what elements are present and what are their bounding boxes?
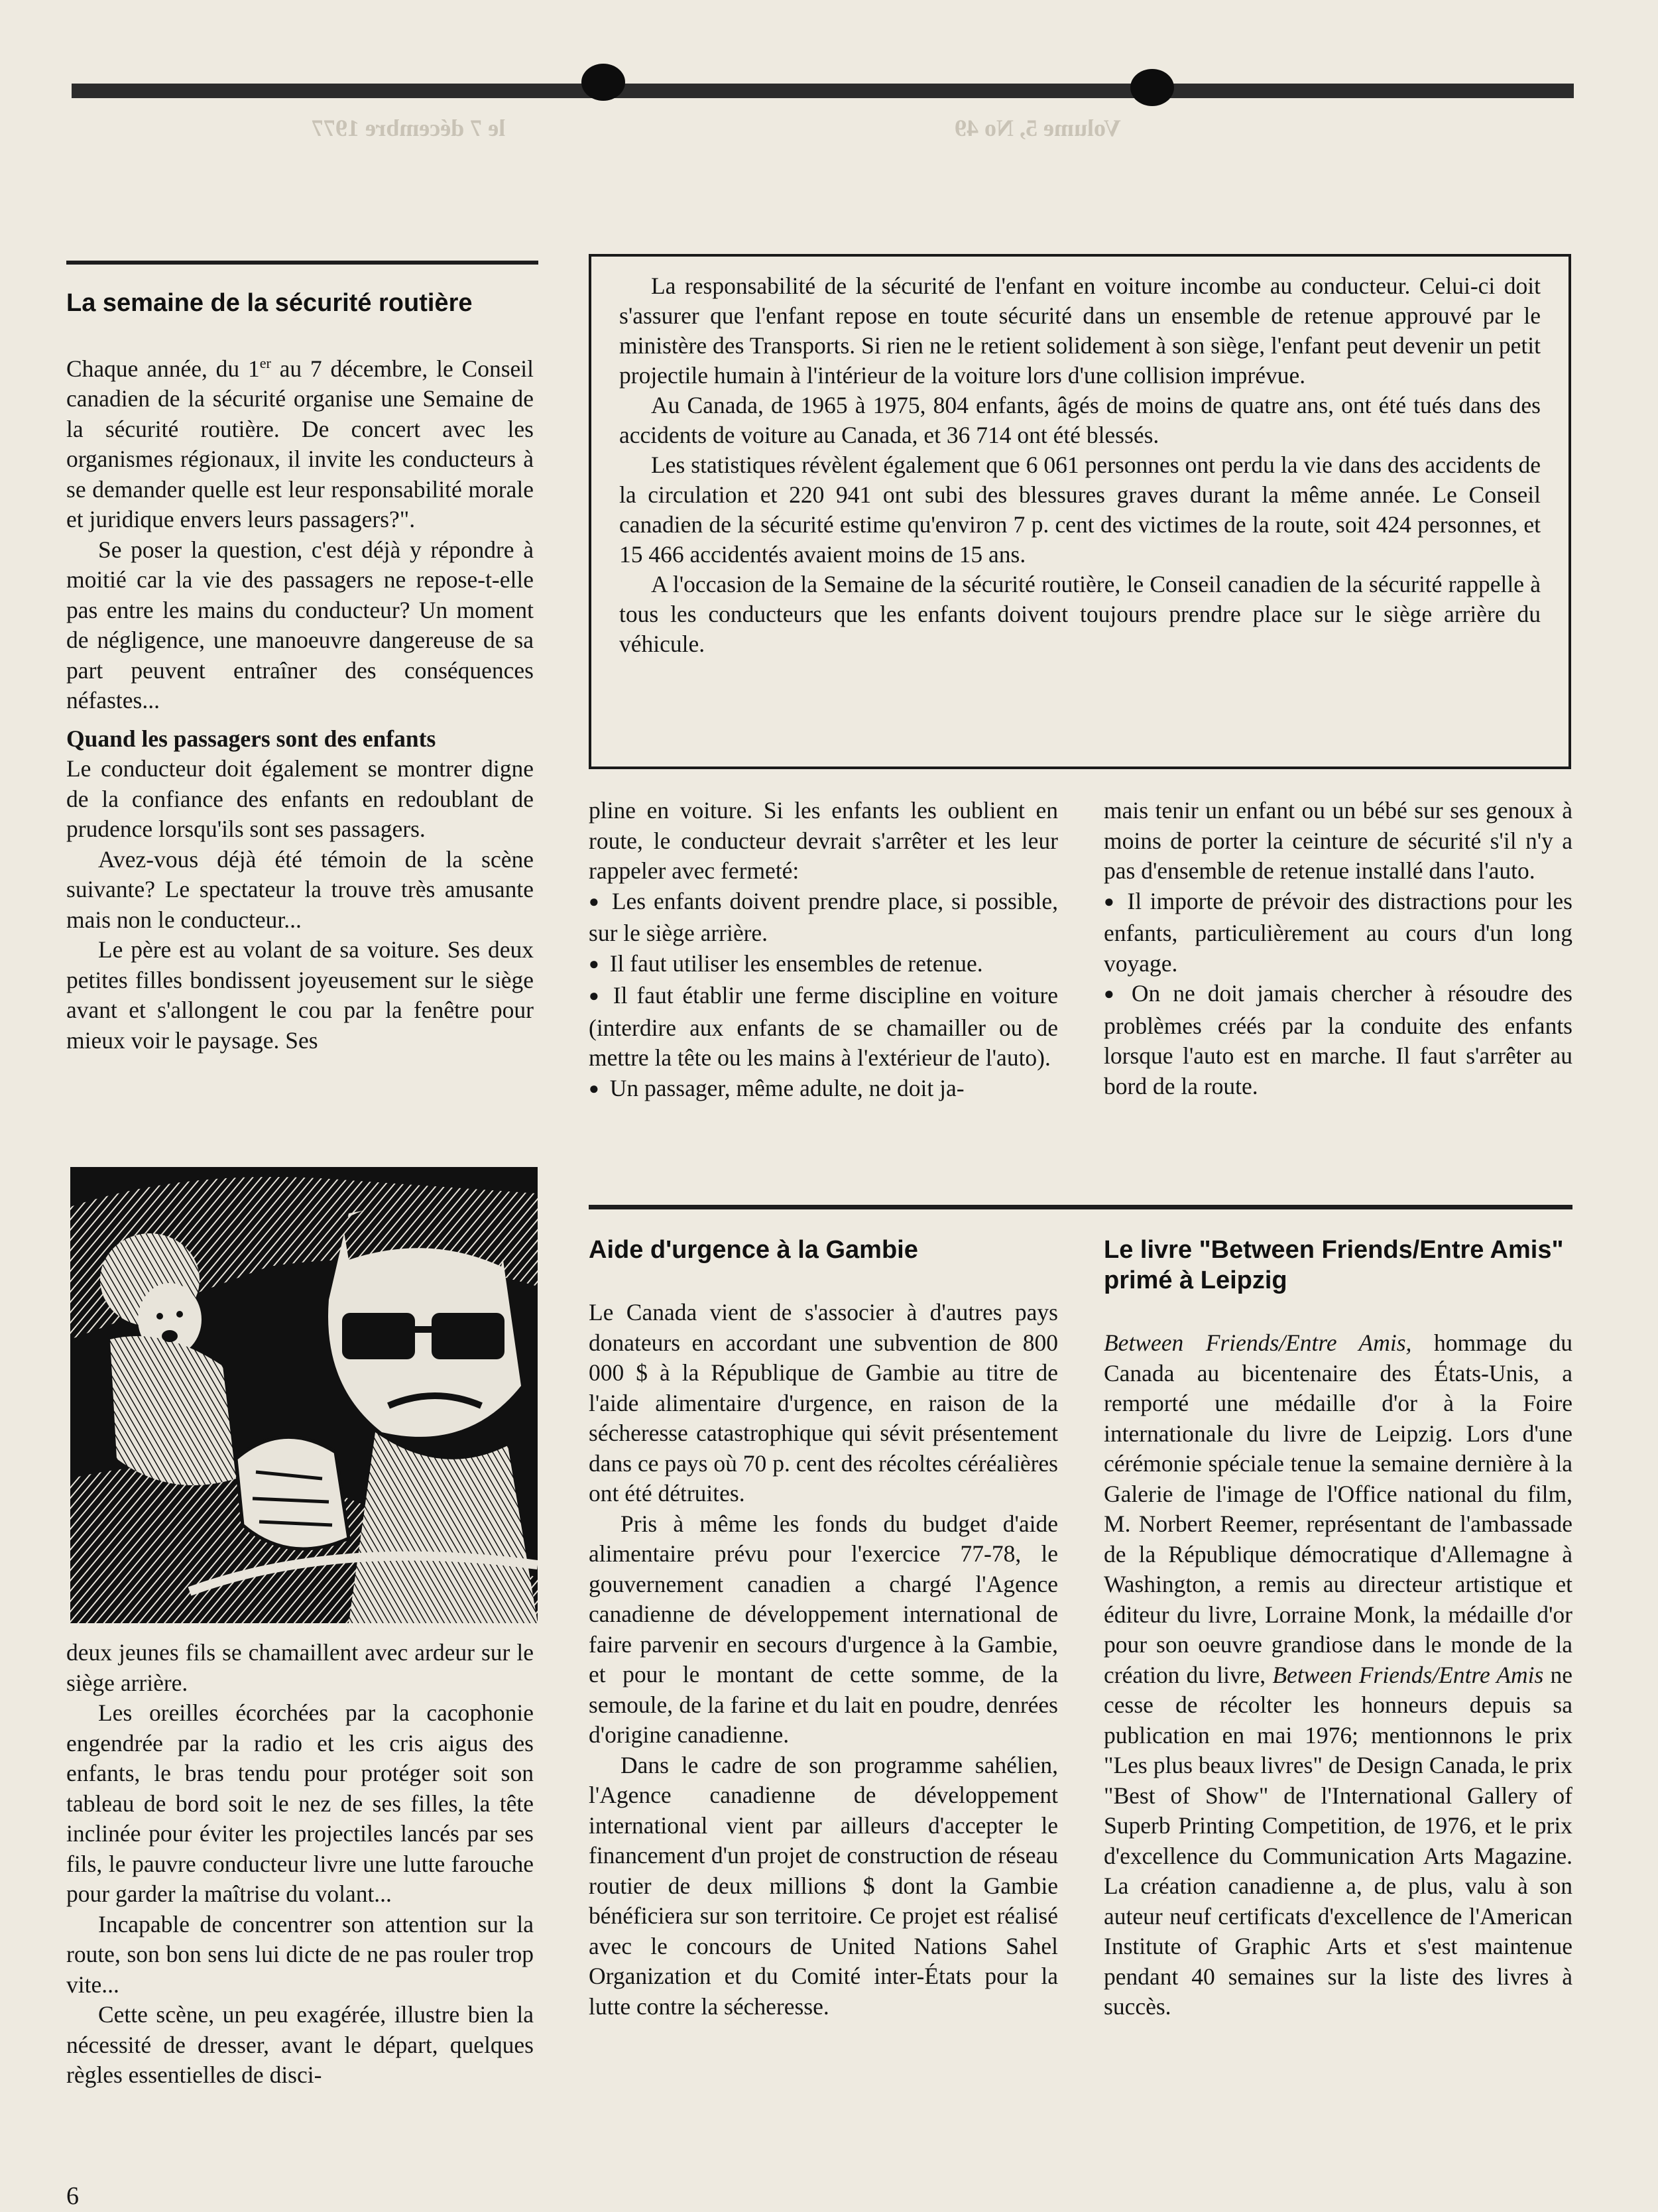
section-rule [66, 261, 538, 265]
box-paragraph: A l'occasion de la Semaine de la sécurité routière, le Conseil canadien de la sécurité rappelle à tous les conducteurs que les enfants doivent toujours prendre place sur le siège arrière du véhicule. [619, 571, 1541, 657]
box-paragraph: Les statistiques révèlent également que 6 061 personnes ont perdu la vie dans des accidents de la circulation et 220 941 ont subi des blessures graves durant la même année. Le Conseil canadien de la sécurité estime qu'environ 7 p. cent des victimes de la route, soit 424 personnes, et 15 466 accidentés avaient moins de 15 ans. [619, 452, 1541, 568]
article-column-3 [1104, 796, 1572, 1101]
bullet-item: ● Il faut utiliser les ensembles de retenue. [589, 949, 1058, 981]
article-title: Aide d'urgence à la Gambie [589, 1236, 918, 1264]
paragraph: Le conducteur doit également se montrer digne de la confiance des enfants en redoublant de prudence lorsqu'ils sont ses passagers. [66, 755, 534, 843]
box-paragraph: La responsabilité de la sécurité de l'enfant en voiture incombe au conducteur. Celui-ci doit s'assurer que l'enfant repose en toute sécurité dans un ensemble de retenue approuvé par le ministère des Transports. Si rien ne le retient solidement à son siège, l'enfant peut devenir un petit projectile humain à l'intérieur de la voiture lors d'une collision imprévue. [619, 273, 1541, 389]
binder-hole-left [581, 64, 625, 101]
section-rule [589, 1205, 1572, 1209]
safety-statistics-box [589, 254, 1571, 769]
article-column-1b [66, 1638, 534, 2091]
article-title: La semaine de la sécurité routière [66, 289, 473, 317]
bullet-item: ● Il importe de prévoir des distractions pour les enfants, particulièrement au cours d'un long voyage. [1104, 887, 1572, 979]
paragraph: Se poser la question, c'est déjà y répondre à moitié car la vie des passagers ne repose-t-elle pas entre les mains du conducteur? Un moment de négligence, une manoeuvre dangereuse de sa part peuvent entraîner des conséquences néfastes... [66, 536, 534, 714]
car-illustration [70, 1167, 538, 1623]
article-leipzig-body [1104, 1328, 1572, 2022]
paragraph: Les oreilles écorchées par la cacophonie engendrée par la radio et les cris aigus des enfants, le bras tendu pour protéger soit son tableau de bord soit le nez de ses filles, la tête inclinée pour éviter les projectiles lancés par ses fils, le pauvre conducteur livre une lutte farouche pour garder la maîtrise du volant... [66, 1699, 534, 1907]
paragraph: mais tenir un enfant ou un bébé sur ses genoux à moins de porter la ceinture de sécurité s'il n'y a pas d'ensemble de retenue installé dans l'auto. [1104, 797, 1572, 884]
show-through-volume: Volume 5, No 49 [955, 115, 1121, 141]
paragraph: Le père est au volant de sa voiture. Ses deux petites filles bondissent joyeusement sur le siège avant et s'allongent le cou par la fenêtre pour mieux voir le paysage. Ses [66, 936, 534, 1054]
binder-hole-right [1130, 69, 1174, 106]
bullet-item: ● Il faut établir une ferme discipline en voiture (interdire aux enfants de se chamailler ou de mettre la tête ou les mains à l'extérieur de l'auto). [589, 981, 1058, 1074]
article-gambie-body [589, 1298, 1058, 2022]
paragraph: Pris à même les fonds du budget d'aide alimentaire prévu pour l'exercice 77-78, le gouvernement canadien a chargé l'Agence canadienne de développement international de faire parvenir en secours d'urgence à la Gambie, et pour le montant de cette somme, de la semoule, de la farine et du lait en poudre, denrées d'origine canadienne. [589, 1510, 1058, 1748]
paragraph: Cette scène, un peu exagérée, illustre bien la nécessité de dresser, avant le départ, quelques règles essentielles de disci- [66, 2001, 534, 2088]
paragraph: Avez-vous déjà été témoin de la scène suivante? Le spectateur la trouve très amusante mais non le conducteur... [66, 845, 534, 933]
article-title: Le livre "Between Friends/Entre Amis" primé à Leipzig [1104, 1236, 1564, 1294]
bullet-item: ● On ne doit jamais chercher à résoudre des problèmes créés par la conduite des enfants lorsque l'auto est en marche. Il faut s'arrêter au bord de la route. [1104, 979, 1572, 1101]
paragraph: Le Canada vient de s'associer à d'autres pays donateurs en accordant une subvention de 800 000 $ à la République de Gambie au titre de l'aide alimentaire d'urgence, en raison de la sécheresse catastrophique qui sévit présentement dans ce pays où 70 p. cent des récoltes céréalières ont été détruites. [589, 1299, 1058, 1506]
paragraph: Incapable de concentrer son attention sur la route, son bon sens lui dicte de ne pas rouler trop vite... [66, 1910, 534, 1998]
paragraph: deux jeunes fils se chamaillent avec ardeur sur le siège arrière. [66, 1639, 534, 1696]
paragraph: Dans le cadre de son programme sahélien, l'Agence canadienne de développement international vient par ailleurs d'accepter le financement d'un projet de construction de réseau routier de deux millions $ dont la Gambie bénéficiera sur son territoire. Ce projet est réalisé avec le concours de United Nations Sahel Organization et du Comité inter-États pour la lutte contre la sécheresse. [589, 1751, 1058, 2020]
paragraph: Between Friends/Entre Amis, hommage du Canada au bicentenaire des États-Unis, a remporté une médaille d'or à la Foire internationale du livre de Leipzig. Lors d'une cérémonie spéciale tenue la semaine dernière à la Galerie de l'image de l'Office national du film, M. Norbert Reemer, représentant de l'ambassade de la République démocratique d'Allemagne à Washington, a remis au directeur artistique et éditeur du livre, Lorraine Monk, la médaille d'or pour son oeuvre grandiose dans le monde de la création du livre, Between Friends/Entre Amis ne cesse de récolter les honneurs depuis sa publication en mai 1976; mentionnons le prix "Les plus beaux livres" de Design Canada, le prix "Best of Show" de l'International Gallery of Superb Printing Competition, de 1976, et le prix d'excellence du Communication Arts Magazine. La création canadienne a, de plus, valu à son auteur neuf certificats d'excellence de l'American Institute of Graphic Arts et s'est maintenue pendant 40 semaines sur la liste des livres à succès. [1104, 1329, 1572, 2020]
paragraph: pline en voiture. Si les enfants les oublient en route, le conducteur devrait s'arrêter et les leur rappeler avec fermeté: [589, 797, 1058, 884]
box-paragraph: Au Canada, de 1965 à 1975, 804 enfants, âgés de moins de quatre ans, ont été tués dans des accidents de voiture au Canada, et 36 714 ont été blessés. [619, 392, 1541, 448]
show-through-date: le 7 décembre 1977 [312, 115, 506, 141]
page-number: 6 [66, 2182, 79, 2210]
header-rule [72, 84, 1574, 98]
bullet-item: ● Un passager, même adulte, ne doit ja- [589, 1074, 1058, 1106]
paragraph: Chaque année, du 1er au 7 décembre, le Conseil canadien de la sécurité organise une Semaine de la sécurité routière. De concert avec les organismes régionaux, il invite les conducteurs à se demander quelle est leur responsabilité morale et juridique envers leurs passagers?". [66, 355, 534, 533]
bullet-item: ● Les enfants doivent prendre place, si possible, sur le siège arrière. [589, 887, 1058, 949]
article-column-2 [589, 796, 1058, 1105]
subheading: Quand les passagers sont des enfants [66, 725, 436, 752]
article-column-1a [66, 348, 534, 1056]
